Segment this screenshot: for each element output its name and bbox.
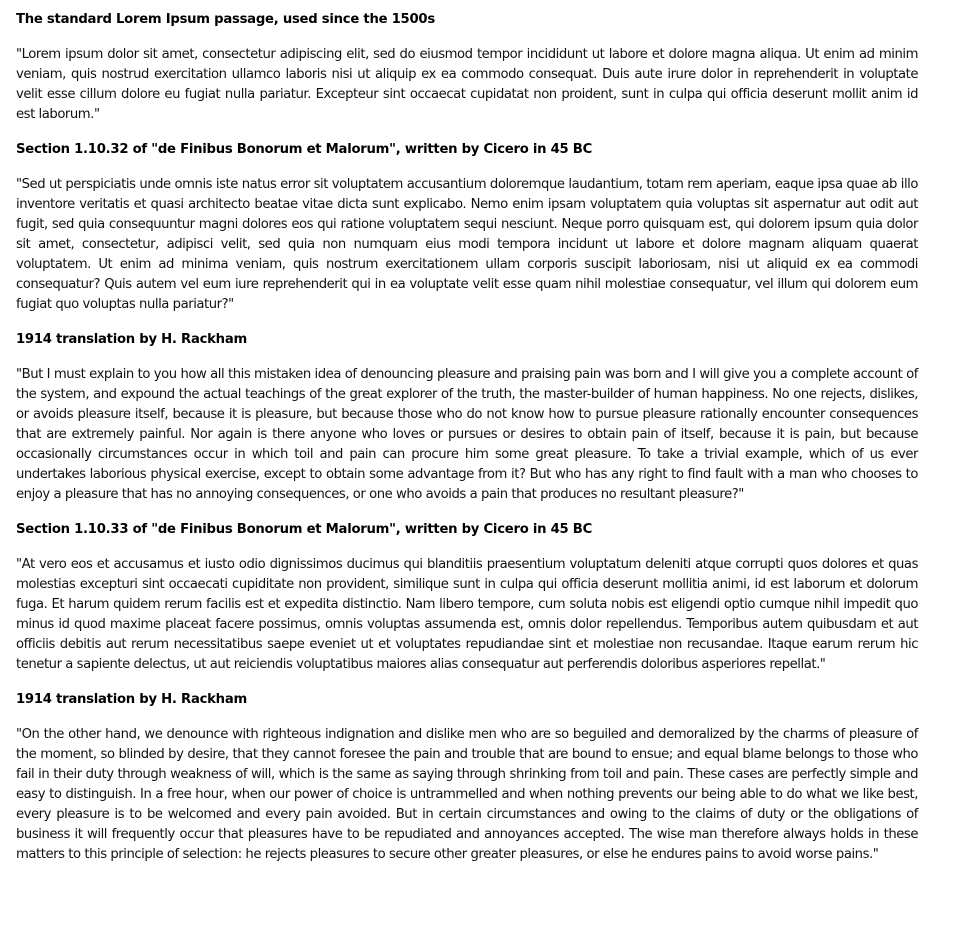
section-paragraph: "But I must explain to you how all this mistaken idea of denouncing pleasure and praising pain was born and I will give you a complete account of the system, and expound the actual teachings of the great explorer of the truth, the master-builder of human happiness. No one rejects, dislikes, or avoids pleasure itself, because it is pleasure, but because those who do not know how to pursue pleasure rationally encounter consequences that are extremely painful. Nor again is there anyone who loves or pursues or desires to obtain pain of itself, because it is pain, but because occasionally circumstances occur in which toil and pain can procure him some great pleasure. To take a trivial example, which of us ever undertakes laborious physical exercise, except to obtain some advantage from it? But who has any right to find fault with a man who chooses to enjoy a pleasure that has no annoying consequences, or one who avoids a pain that produces no resultant pleasure?" bbox=[16, 367, 918, 502]
section-heading: 1914 translation by H. Rackham bbox=[16, 332, 247, 347]
section-heading: 1914 translation by H. Rackham bbox=[16, 692, 247, 707]
section-heading: The standard Lorem Ipsum passage, used since the 1500s bbox=[16, 12, 435, 27]
section-paragraph: "Lorem ipsum dolor sit amet, consectetur adipiscing elit, sed do eiusmod tempor incididunt ut labore et dolore magna aliqua. Ut enim ad minim veniam, quis nostrud exercitation ullamco laboris nisi ut aliquip ex ea commodo consequat. Duis aute irure dolor in reprehenderit in voluptate velit esse cillum dolore eu fugiat nulla pariatur. Excepteur sint occaecat cupidatat non proident, sunt in culpa qui officia deserunt mollit anim id est laborum." bbox=[16, 47, 918, 122]
document-content bbox=[16, 10, 918, 880]
section-heading: Section 1.10.33 of "de Finibus Bonorum et Malorum", written by Cicero in 45 BC bbox=[16, 522, 593, 537]
section-paragraph: "On the other hand, we denounce with righteous indignation and dislike men who are so beguiled and demoralized by the charms of pleasure of the moment, so blinded by desire, that they cannot foresee the pain and trouble that are bound to ensue; and equal blame belongs to those who fail in their duty through weakness of will, which is the same as saying through shrinking from toil and pain. These cases are perfectly simple and easy to distinguish. In a free hour, when our power of choice is untrammelled and when nothing prevents our being able to do what we like best, every pleasure is to be welcomed and every pain avoided. But in certain circumstances and owing to the claims of duty or the obligations of business it will frequently occur that pleasures have to be repudiated and annoyances accepted. The wise man therefore always holds in these matters to this principle of selection: he rejects pleasures to secure other greater pleasures, or else he endures pains to avoid worse pains." bbox=[16, 727, 918, 862]
section-paragraph: "Sed ut perspiciatis unde omnis iste natus error sit voluptatem accusantium doloremque laudantium, totam rem aperiam, eaque ipsa quae ab illo inventore veritatis et quasi architecto beatae vitae dicta sunt explicabo. Nemo enim ipsam voluptatem quia voluptas sit aspernatur aut odit aut fugit, sed quia consequuntur magni dolores eos qui ratione voluptatem sequi nesciunt. Neque porro quisquam est, qui dolorem ipsum quia dolor sit amet, consectetur, adipisci velit, sed quia non numquam eius modi tempora incidunt ut labore et dolore magnam aliquam quaerat voluptatem. Ut enim ad minima veniam, quis nostrum exercitationem ullam corporis suscipit laboriosam, nisi ut aliquid ex ea commodi consequatur? Quis autem vel eum iure reprehenderit qui in ea voluptate velit esse quam nihil molestiae consequatur, vel illum qui dolorem eum fugiat quo voluptas nulla pariatur?" bbox=[16, 177, 918, 312]
section-paragraph: "At vero eos et accusamus et iusto odio dignissimos ducimus qui blanditiis praesentium voluptatum deleniti atque corrupti quos dolores et quas molestias excepturi sint occaecati cupiditate non provident, similique sunt in culpa qui officia deserunt mollitia animi, id est laborum et dolorum fuga. Et harum quidem rerum facilis est et expedita distinctio. Nam libero tempore, cum soluta nobis est eligendi optio cumque nihil impedit quo minus id quod maxime placeat facere possimus, omnis voluptas assumenda est, omnis dolor repellendus. Temporibus autem quibusdam et aut officiis debitis aut rerum necessitatibus saepe eveniet ut et voluptates repudiandae sint et molestiae non recusandae. Itaque earum rerum hic tenetur a sapiente delectus, ut aut reiciendis voluptatibus maiores alias consequatur aut perferendis doloribus asperiores repellat." bbox=[16, 557, 918, 672]
section-heading: Section 1.10.32 of "de Finibus Bonorum et Malorum", written by Cicero in 45 BC bbox=[16, 142, 593, 157]
